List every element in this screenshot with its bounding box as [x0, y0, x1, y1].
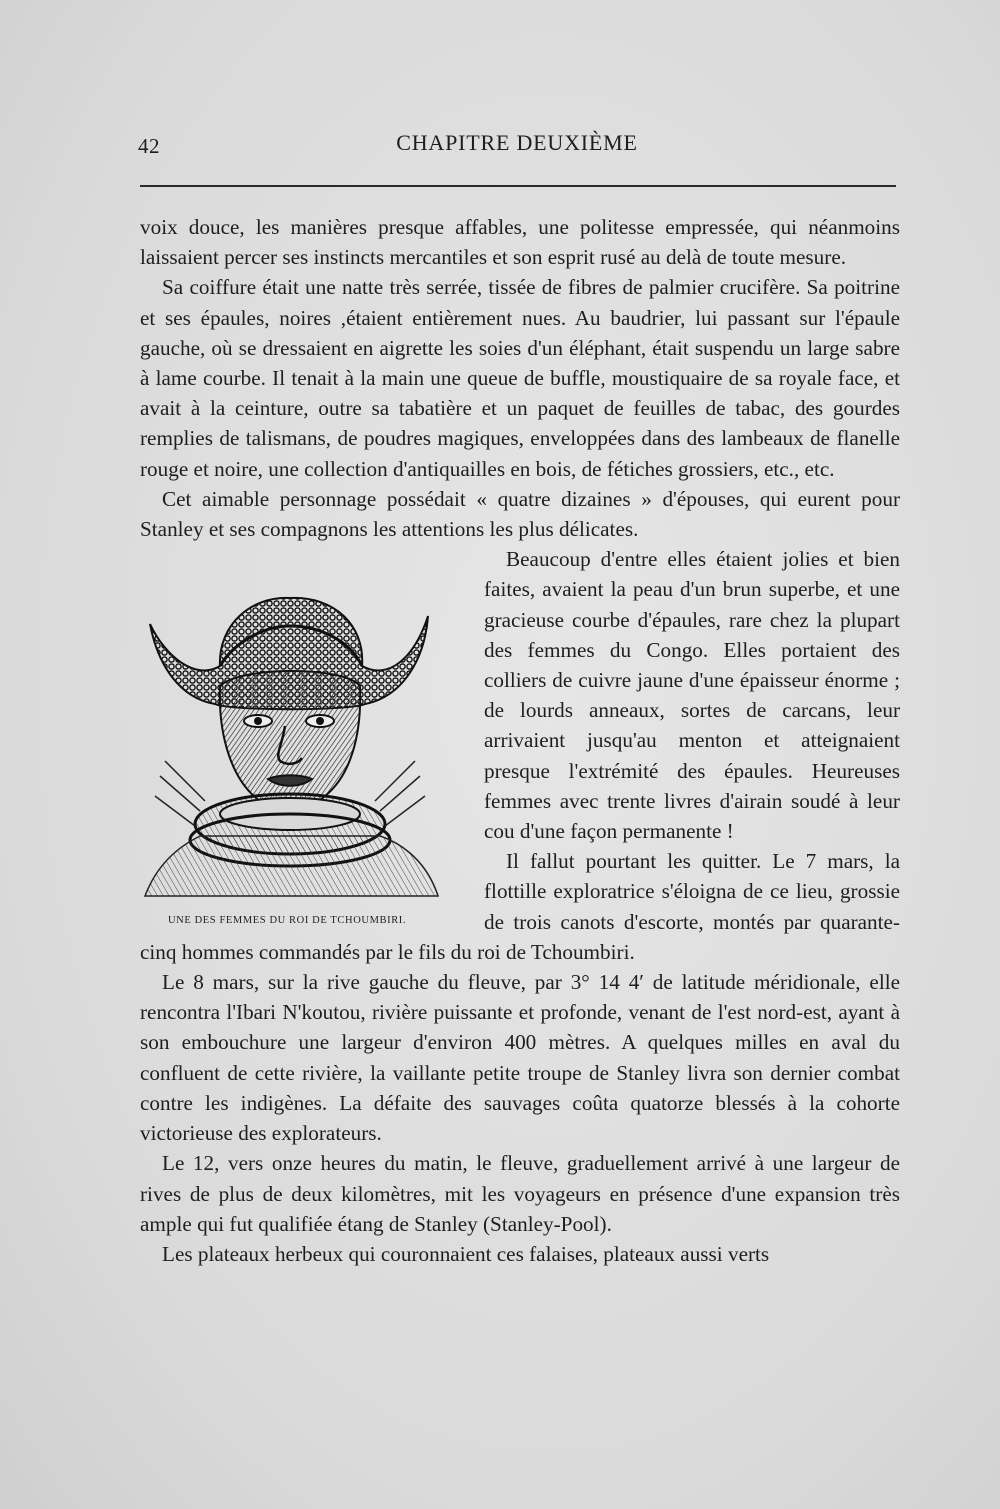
paragraph-2: Sa coiffure était une natte très serrée, tissée de fibres de palmier crucifère. Sa poitrine et ses épaules, noires ,étaient entièrement nues. Au baudrier, lui passant sur l'épaule gauche, où se dressaient en aigrette les soies d'un éléphant, était suspendu un large sabre à lame courbe. Il tenait à la main une queue de buffle, moustiquaire de sa royale face, et avait à la ceinture, outre sa tabatière et un paquet de feuilles de tabac, des gourdes remplies de talismans, de poudres magiques, enveloppées dans des lambeaux de flanelle rouge et noire, une collection d'antiquailles en bois, de fétiches grossiers, etc., etc.: [140, 275, 900, 481]
paragraph-7: Le 12, vers onze heures du matin, le fleuve, graduellement arrivé à une largeur de rives de plus de deux kilomètres, mit les voyageurs en présence d'une expansion très ample qui fut qualifiée étang de Stanley (Stanley-Pool).: [140, 1151, 900, 1236]
body-text: [140, 212, 900, 1269]
paragraph-6: Le 8 mars, sur la rive gauche du fleuve, par 3° 14 4ʹ de latitude méridionale, elle rencontra l'Ibari N'koutou, rivière puissante et profonde, venant de l'est nord-est, ayant à son embouchure une largeur d'environ 400 mètres. A quelques milles en aval du confluent de cette rivière, la vaillante petite troupe de Stanley livra son dernier combat contre les indigènes. La défaite des sauvages coûta quatorze blessés à la cohorte victorieuse des explorateurs.: [140, 970, 900, 1146]
header-rule: [140, 185, 896, 187]
paragraph-4: Beaucoup d'entre elles étaient jolies et bien faites, avaient la peau d'un brun superbe, et une gracieuse courbe d'épaules, rare chez la plupart des femmes du Congo. Elles portaient des colliers de cuivre jaune d'une épaisseur énorme ; de lourds anneaux, sortes de carcans, leur arrivaient jusqu'au menton et atteignaient presque l'extrémité des épaules. Heureuses femmes avec trente livres d'airain soudé à leur cou d'une façon permanente !: [484, 547, 900, 844]
chapter-title: CHAPITRE DEUXIÈME: [396, 130, 638, 155]
figure-caption: UNE DES FEMMES DU ROI DE TCHOUMBIRI.: [168, 915, 407, 927]
paragraph-8: Les plateaux herbeux qui couronnaient ces falaises, plateaux aussi verts: [162, 1241, 770, 1266]
paragraph-5: Il fallut pourtant les quitter. Le 7 mars, la flottille exploratrice s'éloigna de ce lieu, grossie de trois canots d'escorte, montés par quarante-cinq hommes commandés par le fils du roi de Tchoumbiri.: [140, 849, 900, 964]
paragraph-3: Cet aimable personnage possédait « quatre dizaines » d'épouses, qui eurent pour Stanley et ses compagnons les attentions les plus délicates.: [140, 486, 900, 542]
engraving-figure: [138, 544, 460, 936]
page-number: 42: [138, 134, 160, 158]
paragraph-1: voix douce, les manières presque affables, une politesse empressée, qui néanmoins laissaient percer ses instincts mercantiles et son esprit rusé au delà de toute mesure.: [140, 215, 900, 270]
woman-portrait-engraving: [140, 586, 440, 906]
